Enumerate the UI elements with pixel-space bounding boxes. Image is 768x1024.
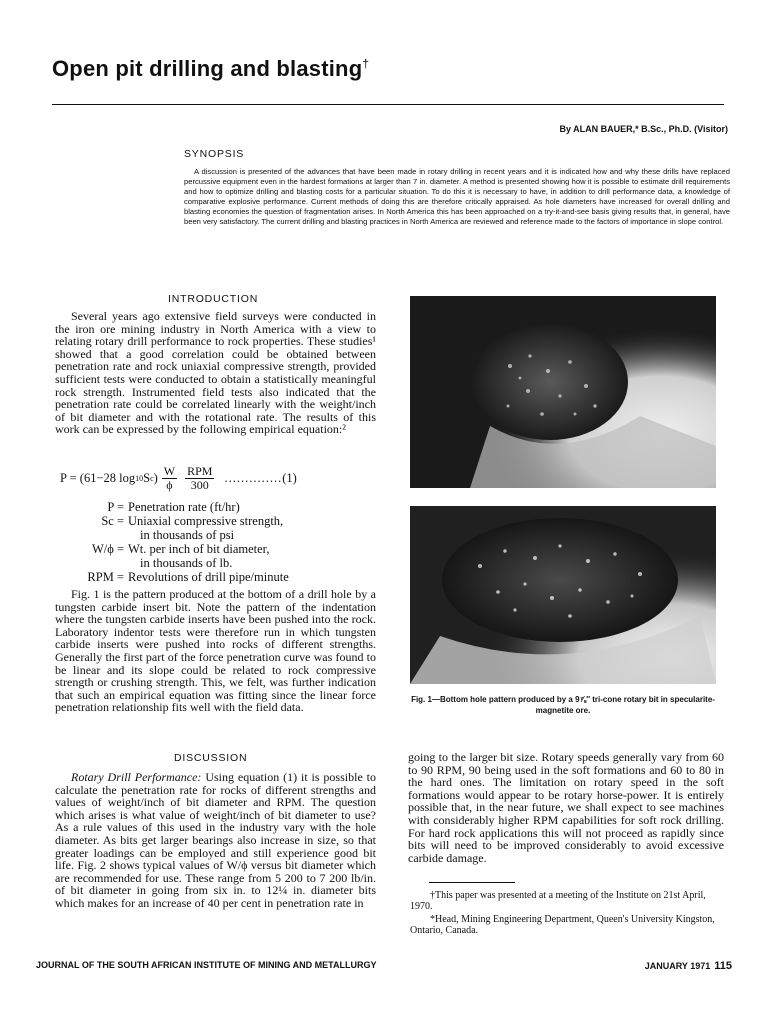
introduction-heading: INTRODUCTION (168, 293, 259, 305)
synopsis-text: A discussion is presented of the advances that have been made in rotary drilling in recent years and it is indicated how and why these drills have replaced percussive equipment even in the hardest formations at larger than 7 in. diameter. A method is presented showing how it is possible to estimate drill requirements and how to optimize drilling and blasting costs for a particular situation. To do this it is necessary to have, in addition to drill performance data, a knowledge of comparative explosive performance. Current methods of doing this are therefore critically appraised. As hole diameters have increased for overall drilling and blasting economies the question of fragmentation arises. In North America this has been approached on a try-it-and-see basis giving results that, in general, have been very satisfactory. The current drilling and blasting practices in North America are reviewed and reference made to the factors of importance in slope control. (184, 167, 730, 226)
footnote-rule (429, 882, 515, 883)
equation-fraction-weight (162, 465, 177, 492)
figure-1-photo-top (410, 296, 716, 488)
discussion-paragraph-1 (55, 771, 376, 910)
variable-definitions (60, 500, 390, 584)
definition-symbol: P = (107, 500, 124, 514)
synopsis-heading: SYNOPSIS (184, 148, 245, 160)
photo-top-image (410, 296, 716, 488)
introduction-paragraph-2: Fig. 1 is the pattern produced at the bottom of a drill hole by a tungsten carbide insert bit. Note the pattern of the indentation where the tungsten carbide inserts have been pushed into the rock. Laboratory indentor tests were therefore run in which tungsten carbide inserts were pushed into rocks of different strengths. Generally the first part of the force penetration curve was found to be linear and its slope could be related to rock compressive strength or crushing strength. This, we felt, was further indication that such an empirical equation was fitting since the linear force penetration relationship fits well with the field data. (55, 587, 376, 715)
title-rule (52, 104, 724, 105)
definition-row (60, 514, 390, 528)
definition-row (60, 500, 390, 514)
equation-strength-subscript: c (150, 474, 154, 483)
definition-row (60, 528, 390, 542)
definition-text: Revolutions of drill pipe/minute (128, 570, 289, 584)
equation-leader-dots: .............. (224, 471, 283, 485)
discussion-subheading: Rotary Drill Performance: (71, 770, 202, 784)
equation-fraction-rpm (185, 465, 214, 492)
equation-label: (1) (282, 471, 297, 485)
page-footer (36, 960, 732, 972)
introduction-paragraph-1: Several years ago extensive field surveys were conducted in the iron ore mining industry in North America with a view to relating rotary drill performance to rock properties. These studies¹ showed that a good correlation could be obtained between penetration rate and rock uniaxial compressive strength, provided sufficient tests were conducted to obtain a statistically meaningful rock strength. Instrumented field tests also indicated that the penetration rate could be correlated linearly with the weight/inch of bit diameter and with the rotational rate. The results of this work can be expressed by the following empirical equation:² (55, 309, 376, 437)
journal-name: JOURNAL OF THE SOUTH AFRICAN INSTITUTE OF MINING AND METALLURGY (36, 960, 377, 970)
definition-row (60, 556, 390, 570)
definition-row (60, 542, 390, 556)
discussion-heading: DISCUSSION (174, 752, 248, 764)
issue-info (645, 960, 732, 972)
equation-den-diameter: ϕ (166, 478, 173, 492)
definition-symbol (60, 528, 128, 542)
title-text: Open pit drilling and blasting (52, 56, 363, 81)
photo-bottom-image (410, 506, 716, 684)
definition-text: Penetration rate (ft/hr) (128, 500, 240, 514)
definition-row (60, 570, 390, 584)
equation-1 (60, 465, 380, 492)
definition-symbol: RPM = (87, 570, 124, 584)
definition-symbol (60, 556, 128, 570)
issue-date: JANUARY 1971 (644, 961, 711, 971)
definition-symbol: W/ϕ = (91, 542, 124, 556)
equation-close-paren: ) (153, 471, 158, 485)
definition-text: Uniaxial compressive strength, (128, 514, 284, 528)
equation-num-rpm: RPM (187, 464, 213, 478)
definition-text: in thousands of psi (140, 528, 235, 542)
footnote-author: *Head, Mining Engineering Department, Queen's University Kingston, Ontario, Canada. (410, 914, 715, 936)
equation-num-weight: W (163, 464, 176, 478)
equation-strength-symbol: S (143, 471, 151, 485)
equation-lhs: P = (61−28 log (60, 471, 136, 485)
figure-1-caption: Fig. 1—Bottom hole pattern produced by a 9⅞″ tri-cone rotary bit in specularite-magnetite ore. (411, 695, 715, 715)
figure-1-photo-bottom (410, 506, 716, 684)
discussion-paragraph-1-text: Using equation (1) it is possible to calculate the penetration rate for rocks of different strengths and values of weight/inch of bit diameter and RPM. The question which arises is what value of weight/inch of bit diameter to use? As a rule values of this used in the industry vary with the hole diameter. As bits get larger bearings also increase in size, so that greater loadings can be employed and still experience good bit life. Fig. 2 shows typical values of W/ϕ versus bit diameter which are recommended for use. These range from 5 200 to 7 200 lb/in. of bit diameter in going from six in. to 12¼ in. diameter bits which makes for an increase of 40 per cent in penetration rate in (55, 770, 376, 910)
discussion-paragraph-right: going to the larger bit size. Rotary speeds generally vary from 60 to 90 RPM, 90 being used in the soft formations and 60 to 80 in the hard ones. The limitation on rotary speed in the soft formations would appear to be rotary horse-power. It is entirely possible that, in the near future, we shall expect to see machines with considerably higher RPM capabilities for soft rock drilling. For hard rock applications this will not proceed as rapidly since bits will need to be improved considerably to avoid excessive carbide damage. (408, 750, 724, 865)
page-number: 115 (714, 960, 732, 972)
definition-text: in thousands of lb. (140, 556, 233, 570)
footnote-presented: †This paper was presented at a meeting of the Institute on 21st April, 1970. (410, 890, 706, 912)
title-footnote-mark: † (362, 56, 370, 71)
byline: By ALAN BAUER,* B.Sc., Ph.D. (Visitor) (559, 124, 728, 134)
equation-den-300: 300 (190, 478, 209, 492)
definition-text: Wt. per inch of bit diameter, (128, 542, 270, 556)
paper-title (52, 56, 369, 82)
definition-symbol: Sc = (101, 514, 124, 528)
equation-log-base: 10 (135, 474, 144, 483)
